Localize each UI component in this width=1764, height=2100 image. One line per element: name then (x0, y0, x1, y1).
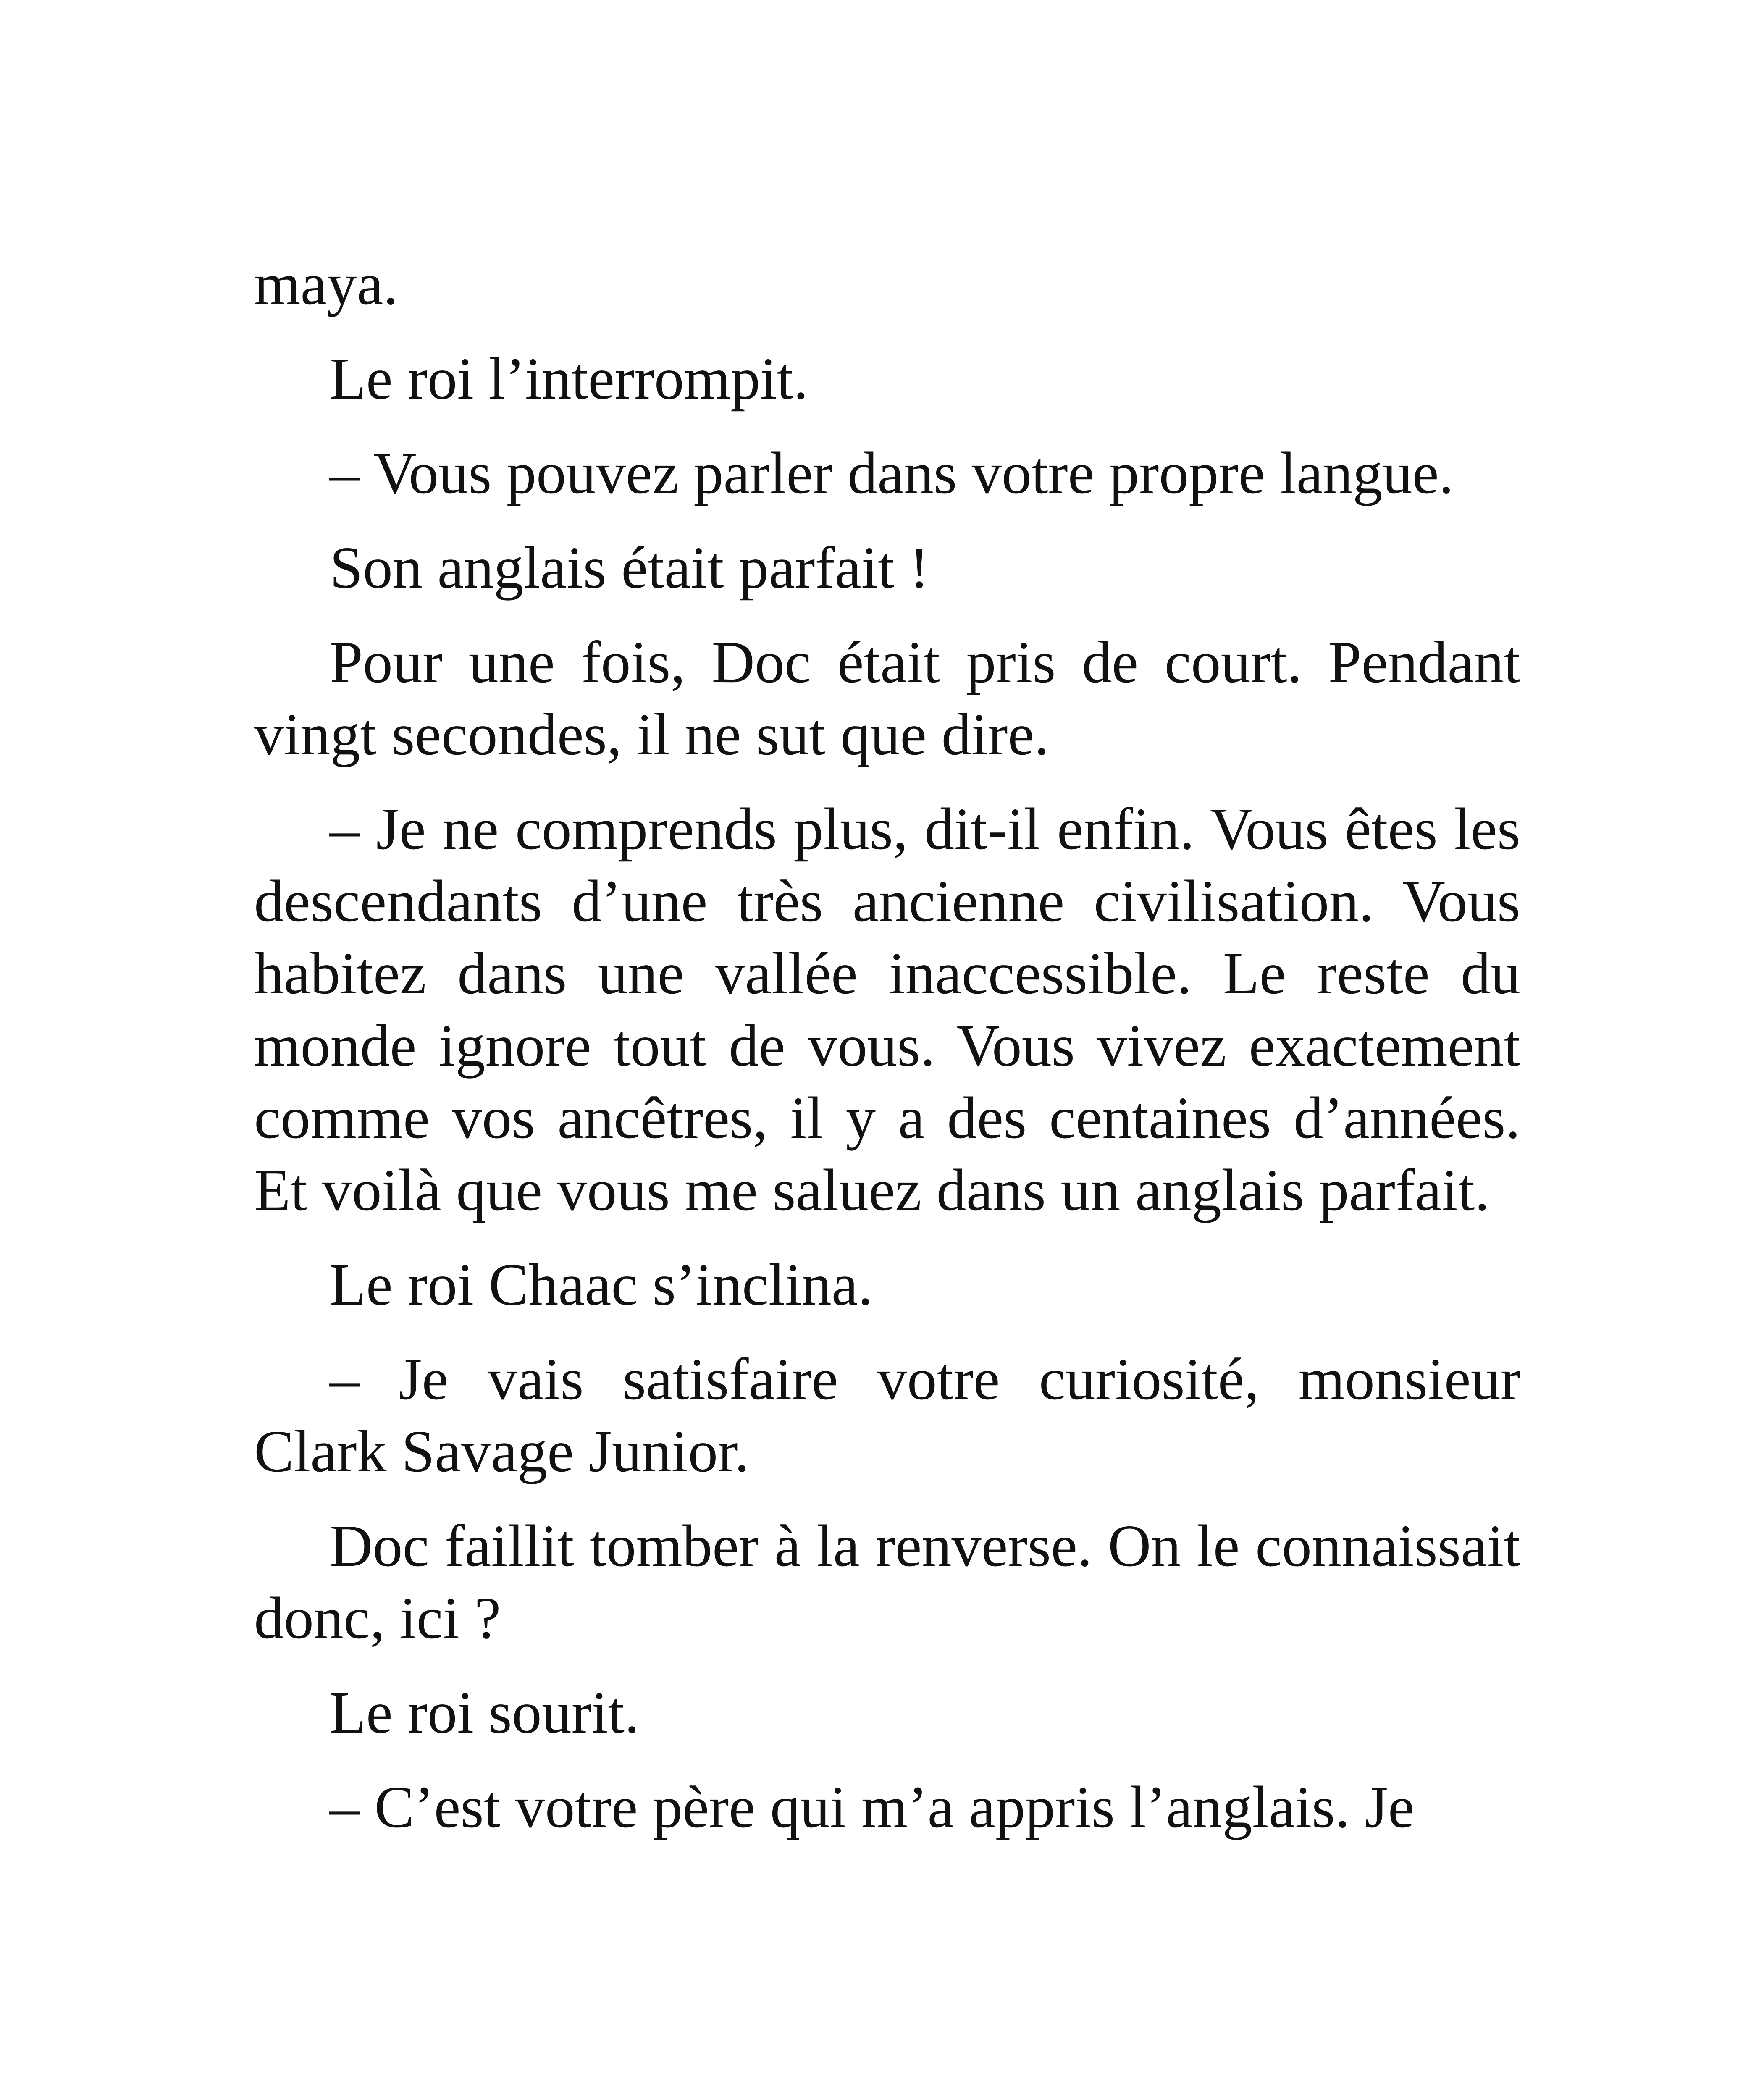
dialogue-paragraph: – C’est votre père qui m’a appris l’anglais. Je (330, 1774, 1415, 1840)
paragraph: Pour une fois, Doc était pris de court. Pendant vingt secondes, il ne sut que dire. (254, 629, 1520, 767)
body-text (254, 248, 1520, 1865)
dialogue-paragraph: – Je vais satisfaire votre curiosité, monsieur Clark Savage Junior. (254, 1346, 1520, 1484)
dialogue-paragraph: – Je ne comprends plus, dit-il enfin. Vous êtes les descendants d’une très ancienne civilisation. Vous habitez dans une vallée inaccessible. Le reste du monde ignore tout de vous. Vous vivez exactement comme vos ancêtres, il y a des centaines d’années. Et voilà que vous me saluez dans un anglais parfait. (254, 795, 1520, 1223)
paragraph: Le roi l’interrompit. (330, 345, 808, 412)
dialogue-paragraph: – Vous pouvez parler dans votre propre langue. (330, 440, 1454, 506)
paragraph-continuation: maya. (254, 251, 399, 317)
paragraph: Le roi sourit. (330, 1679, 640, 1746)
paragraph: Son anglais était parfait ! (330, 534, 929, 601)
paragraph: Doc faillit tomber à la renverse. On le connaissait donc, ici ? (254, 1512, 1520, 1651)
paragraph: Le roi Chaac s’inclina. (330, 1251, 873, 1318)
